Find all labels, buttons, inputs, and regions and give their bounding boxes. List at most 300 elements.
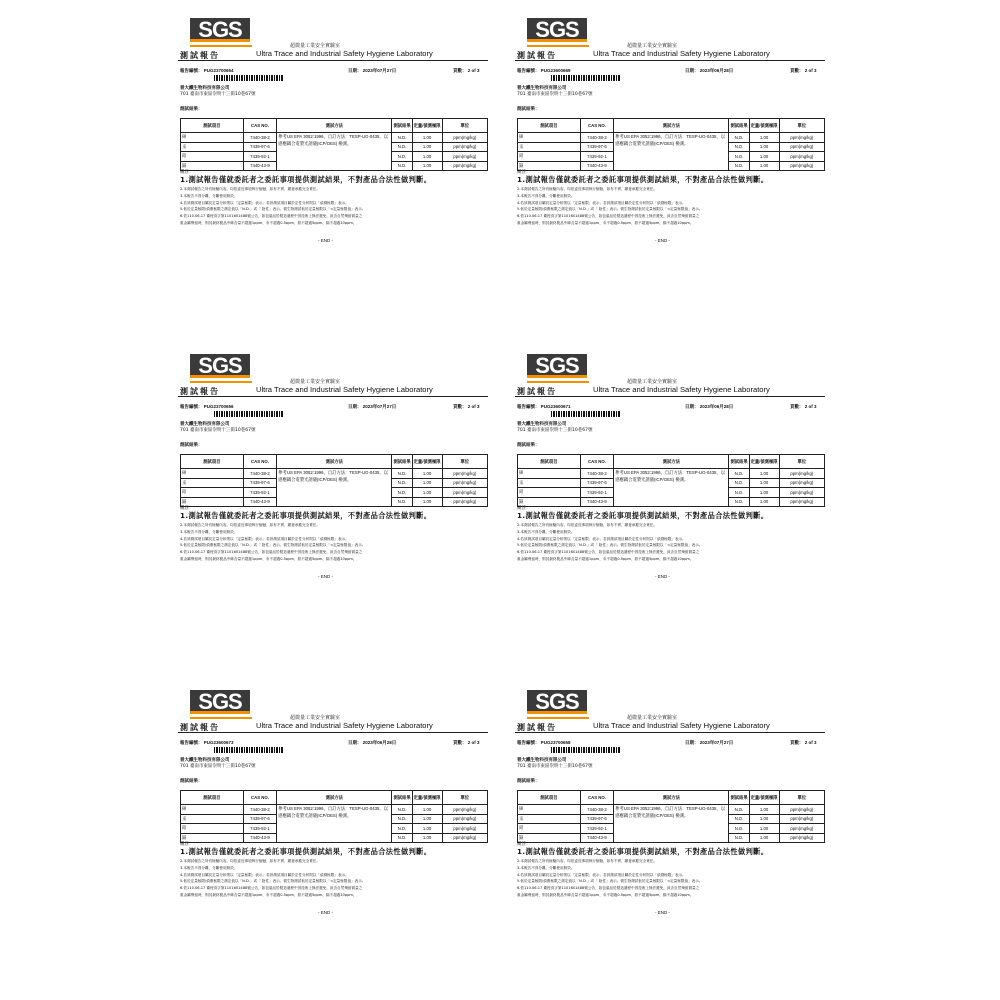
table-header-row bbox=[181, 455, 488, 469]
unit-cell: ppm(mg/kg) bbox=[779, 833, 824, 843]
limit-cell: 1.00 bbox=[412, 814, 442, 824]
item-cell: 鉛 bbox=[518, 488, 581, 498]
page-number-label: 頁數： bbox=[453, 68, 467, 73]
end-marker: - END - bbox=[318, 574, 333, 579]
unit-cell: ppm(mg/kg) bbox=[779, 814, 824, 824]
sgs-logo: SGS bbox=[190, 690, 250, 714]
item-cell: 砷 bbox=[518, 805, 581, 815]
page-number-value: 2 of 3 bbox=[467, 740, 480, 745]
header-item: 測試項目 bbox=[181, 119, 244, 133]
report-title: 測試報告 bbox=[517, 51, 557, 60]
report-number-value: PUG23700658 bbox=[540, 740, 571, 745]
result-cell: N.D. bbox=[392, 152, 412, 162]
notes-list bbox=[180, 186, 488, 227]
header-result: 測試結果 bbox=[392, 455, 412, 469]
note-item: 2.本測試報告之所有檢驗內容，均依委託事項執行檢驗，如有不實，願意承擔完全責任。 bbox=[517, 523, 657, 527]
report-title: 測試報告 bbox=[180, 51, 220, 60]
cas-cell: 7440-38-2 bbox=[243, 469, 277, 479]
limit-cell: 1.00 bbox=[412, 497, 442, 507]
note-item: 5.低於定量極限/偵測極限之測定值以「N.D.」或「 陰性」表示。微生物測試低於定量極限以「<定量極限值」表示。 bbox=[180, 543, 366, 548]
result-cell: N.D. bbox=[392, 133, 412, 143]
logo-underline bbox=[190, 45, 252, 47]
report-number-value: PUG23700656 bbox=[203, 404, 234, 409]
header-rule bbox=[515, 732, 825, 733]
report-date-label: 日期： bbox=[685, 740, 699, 745]
note-primary: 1.測試報告僅就委託者之委託事項提供測試結果，不對產品合法性做判斷。 bbox=[180, 175, 432, 184]
result-cell: N.D. bbox=[392, 805, 412, 815]
notes-heading: 備註： bbox=[517, 506, 531, 511]
logo-underline bbox=[527, 45, 589, 47]
limit-cell: 1.00 bbox=[749, 488, 779, 498]
header-unit: 單位 bbox=[779, 119, 824, 133]
unit-cell: ppm(mg/kg) bbox=[442, 142, 487, 152]
cas-cell: 7440-38-2 bbox=[580, 133, 614, 143]
item-cell: 砷 bbox=[181, 805, 244, 815]
note-item: 6.依110.06.17 衛授食字第1101601488號公告，如包裝品於製造過程中因技術上無法避免，致含自然殘留微量之 bbox=[180, 886, 363, 891]
unit-cell: ppm(mg/kg) bbox=[442, 488, 487, 498]
report-number bbox=[180, 404, 234, 410]
header-result: 測試結果 bbox=[392, 791, 412, 805]
results-heading: 測試結果： bbox=[180, 107, 203, 112]
limit-cell: 1.00 bbox=[749, 833, 779, 843]
end-marker: - END - bbox=[318, 910, 333, 915]
cas-cell: 7440-43-9 bbox=[243, 161, 277, 171]
report-date bbox=[685, 68, 733, 74]
report-date-value: 2023年07月27日 bbox=[362, 404, 397, 409]
result-cell: N.D. bbox=[392, 833, 412, 843]
test-report bbox=[178, 18, 498, 298]
report-date bbox=[348, 404, 396, 410]
notes-list bbox=[180, 522, 488, 563]
item-cell: 鎘 bbox=[518, 497, 581, 507]
sgs-logo: SGS bbox=[527, 690, 587, 714]
header-item: 測試項目 bbox=[518, 119, 581, 133]
note-item: 3.本報告不得分離，分離使用無效。 bbox=[180, 529, 238, 534]
cas-cell: 7440-38-2 bbox=[580, 805, 614, 815]
note-item: 重金屬殘留時，則其最終製品中砷含量不超過1ppm、汞不超過0.5ppm、鉛不超過5ppm、鎘不超過10ppm。 bbox=[517, 892, 694, 897]
page-number-label: 頁數： bbox=[790, 404, 804, 409]
note-primary: 1.測試報告僅就委託者之委託事項提供測試結果，不對產品合法性做判斷。 bbox=[180, 511, 432, 520]
report-date-value: 2023年06月28日 bbox=[699, 68, 734, 73]
notes-list bbox=[180, 858, 488, 899]
company-name: 晉大鐵生物科技有限公司 bbox=[517, 758, 567, 763]
result-cell: N.D. bbox=[729, 152, 749, 162]
item-cell: 鎘 bbox=[518, 833, 581, 843]
header-method: 測試方法 bbox=[614, 455, 729, 469]
page-number bbox=[790, 68, 817, 74]
item-cell: 鎘 bbox=[181, 833, 244, 843]
unit-cell: ppm(mg/kg) bbox=[442, 478, 487, 488]
report-date bbox=[685, 740, 733, 746]
note-item: 3.本報告不得分離，分離使用無效。 bbox=[180, 865, 238, 870]
lab-name-cn: 超微量工業安全實驗室 bbox=[290, 379, 341, 385]
item-cell: 汞 bbox=[181, 478, 244, 488]
page-number bbox=[790, 404, 817, 410]
page-number bbox=[453, 68, 480, 74]
note-item: 4.若該測試項目屬於定量分析則以「定量極限」表示；若該測試項目屬於定性分析則以「偵測極限」表示。 bbox=[180, 536, 349, 541]
end-marker: - END - bbox=[655, 910, 670, 915]
item-cell: 汞 bbox=[518, 478, 581, 488]
company-address: 701 臺南市東區崇明十三街10巷67號 bbox=[180, 764, 256, 769]
report-number-label: 報告編號： bbox=[517, 740, 540, 745]
cas-cell: 7439-92-1 bbox=[580, 152, 614, 162]
item-cell: 鉛 bbox=[181, 488, 244, 498]
note-item: 4.若該測試項目屬於定量分析則以「定量極限」表示；若該測試項目屬於定性分析則以「偵測極限」表示。 bbox=[517, 872, 686, 877]
unit-cell: ppm(mg/kg) bbox=[442, 152, 487, 162]
header-result: 測試結果 bbox=[729, 791, 749, 805]
report-date-label: 日期： bbox=[685, 68, 699, 73]
page-number-label: 頁數： bbox=[790, 740, 804, 745]
limit-cell: 1.00 bbox=[749, 142, 779, 152]
results-table bbox=[517, 454, 825, 507]
unit-cell: ppm(mg/kg) bbox=[442, 469, 487, 479]
unit-cell: ppm(mg/kg) bbox=[779, 497, 824, 507]
report-date-label: 日期： bbox=[348, 740, 362, 745]
report-date bbox=[685, 404, 733, 410]
results-heading: 測試結果： bbox=[180, 779, 203, 784]
report-title: 測試報告 bbox=[517, 723, 557, 732]
item-cell: 砷 bbox=[518, 133, 581, 143]
report-number-label: 報告編號： bbox=[180, 404, 203, 409]
header-unit: 單位 bbox=[442, 455, 487, 469]
header-result: 測試結果 bbox=[729, 455, 749, 469]
header-limit: 定量/偵測極限 bbox=[412, 119, 442, 133]
header-limit: 定量/偵測極限 bbox=[749, 791, 779, 805]
cas-cell: 7439-97-6 bbox=[243, 142, 277, 152]
note-item: 2.本測試報告之所有檢驗內容，均依委託事項執行檢驗，如有不實，願意承擔完全責任。 bbox=[517, 187, 657, 191]
limit-cell: 1.00 bbox=[412, 478, 442, 488]
lab-name-en: Ultra Trace and Industrial Safety Hygiene Laboratory bbox=[256, 721, 433, 730]
table-header-row bbox=[181, 119, 488, 133]
note-item: 3.本報告不得分離，分離使用無效。 bbox=[517, 865, 575, 870]
unit-cell: ppm(mg/kg) bbox=[442, 805, 487, 815]
item-cell: 鎘 bbox=[518, 161, 581, 171]
note-item: 重金屬殘留時，則其最終製品中砷含量不超過1ppm、汞不超過0.5ppm、鉛不超過5ppm、鎘不超過10ppm。 bbox=[517, 556, 694, 561]
header-rule bbox=[178, 732, 488, 733]
result-cell: N.D. bbox=[729, 824, 749, 834]
barcode bbox=[214, 747, 284, 753]
note-item: 4.若該測試項目屬於定量分析則以「定量極限」表示；若該測試項目屬於定性分析則以「偵測極限」表示。 bbox=[180, 872, 349, 877]
report-date bbox=[348, 740, 396, 746]
note-item: 重金屬殘留時，則其最終製品中砷含量不超過1ppm、汞不超過0.5ppm、鉛不超過5ppm、鎘不超過10ppm。 bbox=[180, 220, 357, 225]
table-row bbox=[181, 469, 488, 479]
header-cas: CAS NO. bbox=[580, 455, 614, 469]
result-cell: N.D. bbox=[729, 497, 749, 507]
note-item: 2.本測試報告之所有檢驗內容，均依委託事項執行檢驗，如有不實，願意承擔完全責任。 bbox=[180, 859, 320, 863]
result-cell: N.D. bbox=[392, 488, 412, 498]
header-limit: 定量/偵測極限 bbox=[412, 791, 442, 805]
result-cell: N.D. bbox=[392, 478, 412, 488]
header-item: 測試項目 bbox=[181, 455, 244, 469]
report-date bbox=[348, 68, 396, 74]
report-number-label: 報告編號： bbox=[517, 404, 540, 409]
result-cell: N.D. bbox=[729, 814, 749, 824]
unit-cell: ppm(mg/kg) bbox=[779, 161, 824, 171]
report-number-value: PUG23600671 bbox=[540, 404, 571, 409]
report-date-value: 2023年07月27日 bbox=[362, 68, 397, 73]
item-cell: 鉛 bbox=[181, 152, 244, 162]
method-cell: 參考US EPA 3052:1996，自訂方法：TESP-UG-0435，以感應耦合電漿光譜儀(ICP/OES) 檢測。 bbox=[614, 133, 729, 171]
header-cas: CAS NO. bbox=[580, 119, 614, 133]
note-item: 4.若該測試項目屬於定量分析則以「定量極限」表示；若該測試項目屬於定性分析則以「偵測極限」表示。 bbox=[517, 536, 686, 541]
result-cell: N.D. bbox=[729, 488, 749, 498]
company-name: 晉大鐵生物科技有限公司 bbox=[517, 86, 567, 91]
notes-heading: 備註： bbox=[517, 842, 531, 847]
cas-cell: 7440-38-2 bbox=[580, 469, 614, 479]
company-address: 701 臺南市東區崇明十三街10巷67號 bbox=[517, 428, 593, 433]
item-cell: 汞 bbox=[181, 814, 244, 824]
note-item: 2.本測試報告之所有檢驗內容，均依委託事項執行檢驗，如有不實，願意承擔完全責任。 bbox=[517, 859, 657, 863]
header-result: 測試結果 bbox=[729, 119, 749, 133]
cas-cell: 7439-92-1 bbox=[243, 488, 277, 498]
limit-cell: 1.00 bbox=[749, 824, 779, 834]
limit-cell: 1.00 bbox=[412, 469, 442, 479]
results-heading: 測試結果： bbox=[517, 779, 540, 784]
test-report bbox=[178, 354, 498, 634]
cas-cell: 7440-38-2 bbox=[243, 805, 277, 815]
result-cell: N.D. bbox=[392, 497, 412, 507]
item-cell: 砷 bbox=[181, 133, 244, 143]
notes-heading: 備註： bbox=[180, 170, 194, 175]
result-cell: N.D. bbox=[392, 161, 412, 171]
test-report bbox=[515, 354, 835, 634]
note-primary: 1.測試報告僅就委託者之委託事項提供測試結果，不對產品合法性做判斷。 bbox=[180, 847, 432, 856]
page-number-value: 2 of 3 bbox=[804, 68, 817, 73]
limit-cell: 1.00 bbox=[412, 824, 442, 834]
unit-cell: ppm(mg/kg) bbox=[779, 478, 824, 488]
report-date-label: 日期： bbox=[685, 404, 699, 409]
report-number bbox=[517, 740, 571, 746]
unit-cell: ppm(mg/kg) bbox=[779, 152, 824, 162]
page-number-value: 2 of 3 bbox=[467, 404, 480, 409]
header-limit: 定量/偵測極限 bbox=[412, 455, 442, 469]
result-cell: N.D. bbox=[729, 833, 749, 843]
cas-cell: 7440-43-9 bbox=[580, 497, 614, 507]
barcode bbox=[551, 411, 621, 417]
limit-cell: 1.00 bbox=[749, 133, 779, 143]
note-item: 5.低於定量極限/偵測極限之測定值以「N.D.」或「 陰性」表示。微生物測試低於定量極限以「<定量極限值」表示。 bbox=[180, 879, 366, 884]
header-rule bbox=[515, 60, 825, 61]
header-method: 測試方法 bbox=[277, 791, 392, 805]
unit-cell: ppm(mg/kg) bbox=[442, 833, 487, 843]
page-number-label: 頁數： bbox=[453, 740, 467, 745]
table-header-row bbox=[181, 791, 488, 805]
cas-cell: 7439-92-1 bbox=[580, 488, 614, 498]
table-row bbox=[181, 133, 488, 143]
cas-cell: 7439-92-1 bbox=[580, 824, 614, 834]
limit-cell: 1.00 bbox=[412, 833, 442, 843]
item-cell: 砷 bbox=[518, 469, 581, 479]
logo-underline bbox=[190, 717, 252, 719]
item-cell: 砷 bbox=[181, 469, 244, 479]
limit-cell: 1.00 bbox=[412, 805, 442, 815]
header-rule bbox=[178, 396, 488, 397]
test-report bbox=[515, 690, 835, 970]
item-cell: 鉛 bbox=[518, 152, 581, 162]
test-report bbox=[178, 690, 498, 970]
cas-cell: 7439-97-6 bbox=[580, 814, 614, 824]
method-cell: 參考US EPA 3052:1996，自訂方法：TESP-UG-0435，以感應耦合電漿光譜儀(ICP/OES) 檢測。 bbox=[277, 469, 392, 507]
header-cas: CAS NO. bbox=[243, 119, 277, 133]
item-cell: 汞 bbox=[518, 142, 581, 152]
report-number bbox=[180, 740, 234, 746]
note-item: 6.依110.06.17 衛授食字第1101601488號公告，如包裝品於製造過程中因技術上無法避免，致含自然殘留微量之 bbox=[180, 550, 363, 555]
report-number-value: PUG23600673 bbox=[203, 740, 234, 745]
company-address: 701 臺南市東區崇明十三街10巷67號 bbox=[180, 92, 256, 97]
limit-cell: 1.00 bbox=[412, 161, 442, 171]
cas-cell: 7440-43-9 bbox=[580, 833, 614, 843]
report-title: 測試報告 bbox=[517, 387, 557, 396]
notes-heading: 備註： bbox=[180, 506, 194, 511]
note-item: 重金屬殘留時，則其最終製品中砷含量不超過1ppm、汞不超過0.5ppm、鉛不超過5ppm、鎘不超過10ppm。 bbox=[180, 556, 357, 561]
report-date-label: 日期： bbox=[348, 68, 362, 73]
sgs-logo: SGS bbox=[190, 18, 250, 42]
result-cell: N.D. bbox=[392, 814, 412, 824]
header-rule bbox=[178, 60, 488, 61]
header-method: 測試方法 bbox=[277, 119, 392, 133]
limit-cell: 1.00 bbox=[749, 805, 779, 815]
note-item: 6.依110.06.17 衛授食字第1101601488號公告，如包裝品於製造過程中因技術上無法避免，致含自然殘留微量之 bbox=[517, 550, 700, 555]
results-heading: 測試結果： bbox=[517, 107, 540, 112]
results-table bbox=[180, 790, 488, 843]
method-cell: 參考US EPA 3052:1996，自訂方法：TESP-UG-0435，以感應耦合電漿光譜儀(ICP/OES) 檢測。 bbox=[277, 133, 392, 171]
limit-cell: 1.00 bbox=[749, 497, 779, 507]
report-number-label: 報告編號： bbox=[180, 740, 203, 745]
note-item: 3.本報告不得分離，分離使用無效。 bbox=[517, 529, 575, 534]
report-number-value: PUG23600669 bbox=[540, 68, 571, 73]
header-unit: 單位 bbox=[442, 119, 487, 133]
result-cell: N.D. bbox=[392, 824, 412, 834]
header-result: 測試結果 bbox=[392, 119, 412, 133]
unit-cell: ppm(mg/kg) bbox=[779, 142, 824, 152]
logo-underline bbox=[190, 381, 252, 383]
company-name: 晉大鐵生物科技有限公司 bbox=[180, 86, 230, 91]
sgs-logo: SGS bbox=[190, 354, 250, 378]
results-heading: 測試結果： bbox=[180, 443, 203, 448]
notes-list bbox=[517, 522, 825, 563]
cas-cell: 7440-43-9 bbox=[243, 497, 277, 507]
item-cell: 鎘 bbox=[181, 161, 244, 171]
table-row bbox=[518, 805, 825, 815]
results-table bbox=[180, 454, 488, 507]
method-cell: 參考US EPA 3052:1996，自訂方法：TESP-UG-0435，以感應耦合電漿光譜儀(ICP/OES) 檢測。 bbox=[614, 805, 729, 843]
report-number-label: 報告編號： bbox=[180, 68, 203, 73]
cas-cell: 7439-92-1 bbox=[243, 824, 277, 834]
notes-heading: 備註： bbox=[517, 170, 531, 175]
limit-cell: 1.00 bbox=[412, 488, 442, 498]
note-primary: 1.測試報告僅就委託者之委託事項提供測試結果，不對產品合法性做判斷。 bbox=[517, 847, 769, 856]
result-cell: N.D. bbox=[392, 142, 412, 152]
header-unit: 單位 bbox=[779, 455, 824, 469]
method-cell: 參考US EPA 3052:1996，自訂方法：TESP-UG-0435，以感應耦合電漿光譜儀(ICP/OES) 檢測。 bbox=[614, 469, 729, 507]
report-title: 測試報告 bbox=[180, 387, 220, 396]
note-primary: 1.測試報告僅就委託者之委託事項提供測試結果，不對產品合法性做判斷。 bbox=[517, 175, 769, 184]
item-cell: 汞 bbox=[518, 814, 581, 824]
report-number-value: PUG23700654 bbox=[203, 68, 234, 73]
result-cell: N.D. bbox=[729, 161, 749, 171]
header-unit: 單位 bbox=[442, 791, 487, 805]
unit-cell: ppm(mg/kg) bbox=[779, 805, 824, 815]
company-name: 晉大鐵生物科技有限公司 bbox=[517, 422, 567, 427]
result-cell: N.D. bbox=[392, 469, 412, 479]
page-number bbox=[453, 404, 480, 410]
note-item: 3.本報告不得分離，分離使用無效。 bbox=[517, 193, 575, 198]
limit-cell: 1.00 bbox=[412, 142, 442, 152]
barcode bbox=[214, 411, 284, 417]
note-item: 重金屬殘留時，則其最終製品中砷含量不超過1ppm、汞不超過0.5ppm、鉛不超過5ppm、鎘不超過10ppm。 bbox=[180, 892, 357, 897]
limit-cell: 1.00 bbox=[412, 133, 442, 143]
lab-name-en: Ultra Trace and Industrial Safety Hygiene Laboratory bbox=[593, 721, 770, 730]
note-item: 3.本報告不得分離，分離使用無效。 bbox=[180, 193, 238, 198]
limit-cell: 1.00 bbox=[749, 152, 779, 162]
header-method: 測試方法 bbox=[614, 791, 729, 805]
sgs-logo: SGS bbox=[527, 18, 587, 42]
cas-cell: 7439-97-6 bbox=[243, 478, 277, 488]
results-table bbox=[180, 118, 488, 171]
barcode bbox=[214, 75, 284, 81]
company-address: 701 臺南市東區崇明十三街10巷67號 bbox=[180, 428, 256, 433]
report-number bbox=[180, 68, 234, 74]
unit-cell: ppm(mg/kg) bbox=[779, 488, 824, 498]
table-row bbox=[518, 469, 825, 479]
item-cell: 鉛 bbox=[518, 824, 581, 834]
logo-underline bbox=[527, 381, 589, 383]
report-number bbox=[517, 404, 571, 410]
method-cell: 參考US EPA 3052:1996，自訂方法：TESP-UG-0435，以感應耦合電漿光譜儀(ICP/OES) 檢測。 bbox=[277, 805, 392, 843]
end-marker: - END - bbox=[655, 238, 670, 243]
results-heading: 測試結果： bbox=[517, 443, 540, 448]
page-number-label: 頁數： bbox=[790, 68, 804, 73]
page-number-value: 2 of 3 bbox=[467, 68, 480, 73]
lab-name-cn: 超微量工業安全實驗室 bbox=[627, 715, 678, 721]
note-item: 5.低於定量極限/偵測極限之測定值以「N.D.」或「 陰性」表示。微生物測試低於定量極限以「<定量極限值」表示。 bbox=[517, 207, 703, 212]
result-cell: N.D. bbox=[729, 805, 749, 815]
unit-cell: ppm(mg/kg) bbox=[442, 133, 487, 143]
result-cell: N.D. bbox=[729, 142, 749, 152]
header-rule bbox=[515, 396, 825, 397]
header-unit: 單位 bbox=[779, 791, 824, 805]
note-item: 2.本測試報告之所有檢驗內容，均依委託事項執行檢驗，如有不實，願意承擔完全責任。 bbox=[180, 187, 320, 191]
cas-cell: 7439-97-6 bbox=[243, 814, 277, 824]
barcode bbox=[551, 75, 621, 81]
lab-name-en: Ultra Trace and Industrial Safety Hygiene Laboratory bbox=[256, 385, 433, 394]
results-table bbox=[517, 118, 825, 171]
page-number bbox=[790, 740, 817, 746]
report-title: 測試報告 bbox=[180, 723, 220, 732]
barcode bbox=[551, 747, 621, 753]
header-limit: 定量/偵測極限 bbox=[749, 455, 779, 469]
header-limit: 定量/偵測極限 bbox=[749, 119, 779, 133]
result-cell: N.D. bbox=[729, 469, 749, 479]
note-item: 5.低於定量極限/偵測極限之測定值以「N.D.」或「 陰性」表示。微生物測試低於定量極限以「<定量極限值」表示。 bbox=[180, 207, 366, 212]
cas-cell: 7440-43-9 bbox=[243, 833, 277, 843]
table-header-row bbox=[518, 119, 825, 133]
header-method: 測試方法 bbox=[614, 119, 729, 133]
lab-name-cn: 超微量工業安全實驗室 bbox=[290, 43, 341, 49]
note-item: 5.低於定量極限/偵測極限之測定值以「N.D.」或「 陰性」表示。微生物測試低於定量極限以「<定量極限值」表示。 bbox=[517, 543, 703, 548]
table-header-row bbox=[518, 455, 825, 469]
note-item: 2.本測試報告之所有檢驗內容，均依委託事項執行檢驗，如有不實，願意承擔完全責任。 bbox=[180, 523, 320, 527]
header-item: 測試項目 bbox=[518, 455, 581, 469]
page-number-label: 頁數： bbox=[453, 404, 467, 409]
company-address: 701 臺南市東區崇明十三街10巷67號 bbox=[517, 92, 593, 97]
report-date-value: 2023年06月28日 bbox=[362, 740, 397, 745]
result-cell: N.D. bbox=[729, 133, 749, 143]
limit-cell: 1.00 bbox=[749, 469, 779, 479]
note-item: 5.低於定量極限/偵測極限之測定值以「N.D.」或「 陰性」表示。微生物測試低於定量極限以「<定量極限值」表示。 bbox=[517, 879, 703, 884]
lab-name-cn: 超微量工業安全實驗室 bbox=[627, 43, 678, 49]
unit-cell: ppm(mg/kg) bbox=[779, 133, 824, 143]
